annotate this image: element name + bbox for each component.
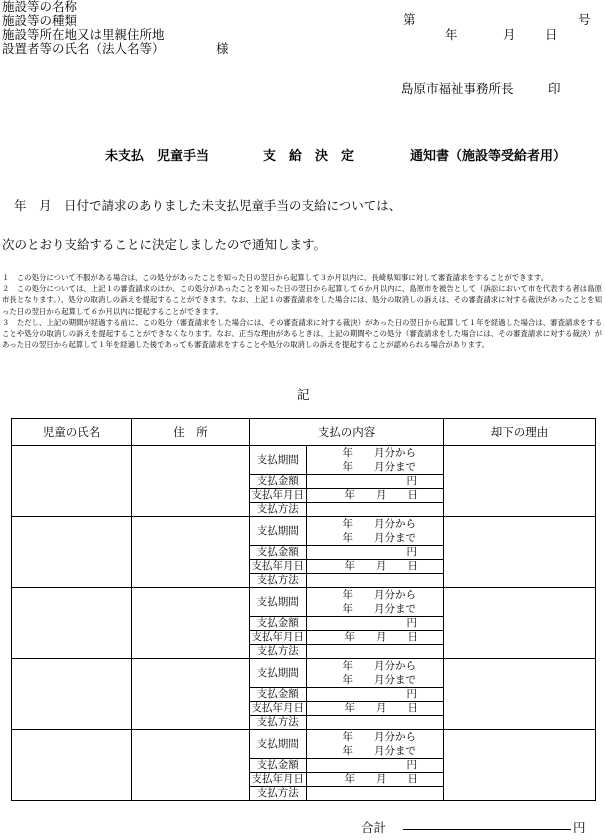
child-name-cell [12,446,132,517]
period-value [306,730,443,759]
rejection-reason-cell [444,659,596,730]
appeal-note-3: ３ ただし、上記の期間が経過する前に、この処分（審査請求をした場合には、その審査請求に対する裁決）があった日の翌日から起算して１年を経過した場合は、審査請求をすることや処分の取消しの訴えを提起することができなくなります。なお、正当な理由があるときは、上記の期間やこの処分（審査請求をした場合には、その審査請求に対する裁決）があった日の翌日から起算して１年を経過した後であっても審査請求をすることや処分の取消しの訴えを提起することが認められる場合があります。 [2,317,602,350]
body-line-2: 次のとおり支給することに決定しましたので通知します。 [2,237,327,252]
table-row [12,517,596,588]
amount-value: 円 [306,759,443,773]
honorific: 様 [216,41,229,56]
payment-content-cell [250,588,444,659]
facility-type-label: 施設等の種類 [2,13,78,28]
table-row [12,588,596,659]
child-name-cell [12,730,132,801]
payment-detail [250,446,443,516]
appeal-note-2: ２ この処分については、上記１の審査請求のほか、この処分があったことを知った日の翌日から起算して６か月以内に、島原市を被告として（訴訟において市を代表する者は島原市長となります。）、処分の取消しの訴えを提起することができます。なお、上記１の審査請求をした場合には、処分の取消しの訴えは、その審査請求に対する裁決があったことを知った日の翌日から起算して６か月以内に提起することができます。 [2,284,602,316]
amount-label: 支払金額 [250,688,306,702]
date-label: 支払年月日 [251,702,304,714]
amount-value: 円 [306,617,443,631]
period-to: 年 月分まで [342,674,416,686]
facility-name-label: 施設等の名称 [2,0,78,14]
document-number-suffix: 号 [578,12,591,27]
document-title-part1: 未支払 児童手当 [105,149,210,164]
address-cell [132,659,250,730]
payment-detail [250,588,443,658]
period-value [306,517,443,546]
payment-table [11,418,596,801]
method-label: 支払方法 [250,716,306,730]
child-name-cell [12,659,132,730]
header-rejection-reason: 却下の理由 [444,419,596,446]
address-cell [132,517,250,588]
child-name-cell [12,588,132,659]
payment-content-cell [250,730,444,801]
amount-label: 支払金額 [250,617,306,631]
appeal-notes [2,272,602,350]
child-name-cell [12,517,132,588]
period-value [306,446,443,475]
issue-date-year: 年 [445,27,458,42]
method-value [306,716,443,730]
date-value: 年 月 日 [306,631,443,645]
amount-value: 円 [306,546,443,560]
method-label: 支払方法 [250,503,306,517]
amount-label: 支払金額 [250,475,306,489]
method-label: 支払方法 [250,787,306,801]
period-to: 年 月分まで [342,603,416,615]
amount-label: 支払金額 [250,546,306,560]
date-label: 支払年月日 [251,489,304,501]
period-from: 年 月分から [342,447,416,459]
payment-detail [250,659,443,729]
method-value [306,645,443,659]
rejection-reason-cell [444,588,596,659]
period-label: 支払期間 [250,730,306,759]
issuer-name: 島原市福祉事務所長 [401,81,514,96]
total-underline [403,829,571,830]
payment-content-cell [250,659,444,730]
method-label: 支払方法 [250,574,306,588]
period-from: 年 月分から [342,589,416,601]
table-row [12,659,596,730]
founder-name-label: 設置者等の氏名（法人名等） [2,41,165,56]
body-line-1: 年 月 日付で請求のありました未支払児童手当の支給については、 [14,198,402,213]
period-label: 支払期間 [250,517,306,546]
payment-content-cell [250,517,444,588]
date-value: 年 月 日 [306,773,443,787]
total-label: 合計 [361,820,387,835]
period-from: 年 月分から [342,731,416,743]
total-unit: 円 [573,820,586,835]
ki-heading: 記 [297,387,310,402]
document-title-part2: 支 給 決 定 [263,149,355,164]
rejection-reason-cell [444,517,596,588]
rejection-reason-cell [444,446,596,517]
header-payment-content: 支払の内容 [250,419,444,446]
method-value [306,503,443,517]
period-value [306,659,443,688]
date-value: 年 月 日 [306,489,443,503]
issue-date-month: 月 [503,27,516,42]
amount-label: 支払金額 [250,759,306,773]
address-cell [132,446,250,517]
period-label: 支払期間 [250,588,306,617]
period-label: 支払期間 [250,446,306,475]
header-address: 住 所 [132,419,250,446]
document-title-part3: 通知書（施設等受給者用） [410,149,567,164]
rejection-reason-cell [444,730,596,801]
address-cell [132,730,250,801]
table-row [12,730,596,801]
header-child-name: 児童の氏名 [12,419,132,446]
amount-value: 円 [306,475,443,489]
date-label: 支払年月日 [251,631,304,643]
payment-content-cell [250,446,444,517]
table-header-row [12,419,596,446]
issuer-seal: 印 [548,81,561,96]
method-value [306,574,443,588]
amount-value: 円 [306,688,443,702]
address-cell [132,588,250,659]
facility-address-label: 施設等所在地又は里親住所地 [2,27,165,42]
period-from: 年 月分から [342,518,416,530]
period-from: 年 月分から [342,660,416,672]
period-to: 年 月分まで [342,532,416,544]
document-number-prefix: 第 [403,12,416,27]
method-value [306,787,443,801]
table-row [12,446,596,517]
date-label: 支払年月日 [251,773,304,785]
appeal-note-1: １ この処分について不服がある場合は、この処分があったことを知った日の翌日から起算して３か月以内に、長崎県知事に対して審査請求をすることができます。 [2,273,549,282]
period-to: 年 月分まで [342,461,416,473]
period-value [306,588,443,617]
payment-detail [250,730,443,800]
period-label: 支払期間 [250,659,306,688]
period-to: 年 月分まで [342,745,416,757]
method-label: 支払方法 [250,645,306,659]
payment-detail [250,517,443,587]
date-label: 支払年月日 [251,560,304,572]
date-value: 年 月 日 [306,702,443,716]
issue-date-day: 日 [545,27,558,42]
date-value: 年 月 日 [306,560,443,574]
